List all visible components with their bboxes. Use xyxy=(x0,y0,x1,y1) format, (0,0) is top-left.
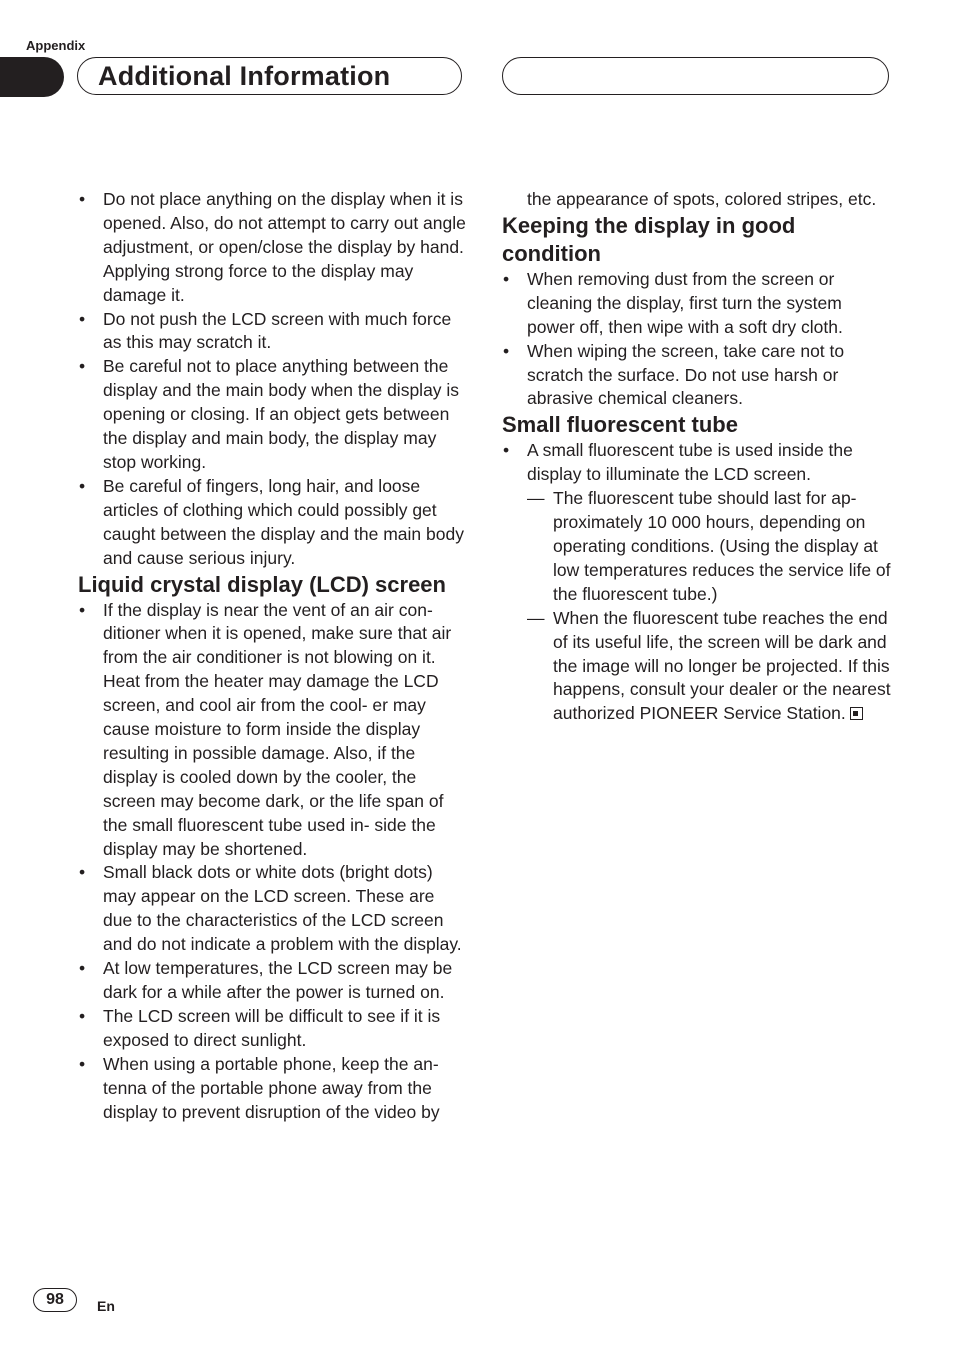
list-item: — The fluorescent tube should last for ap- proximately 10 000 hours, depending on operating conditions. (Using the display at low temperatures reduces the service life of the fluorescent tube.) xyxy=(527,487,892,607)
list-item: • Be careful of fingers, long hair, and loose articles of clothing which could possibly get caught between the display and the main body and cause serious injury. xyxy=(78,475,468,571)
page-number-badge xyxy=(33,1288,77,1312)
list-item xyxy=(502,439,892,726)
list-item: • If the display is near the vent of an air con- ditioner when it is opened, make sure that air from the air conditioner is not blowing on it. Heat from the heater may damage the LCD screen, and cool air from the cool- er may cause moisture to form inside the display resulting in possible damage. Also, if the display is cooled down by the cooler, the screen may become dark, or the life span of the small fluorescent tube used in- side the display may be shortened. xyxy=(78,599,468,862)
tube-bullet-text: A small fluorescent tube is used inside the display to illuminate the LCD screen. xyxy=(527,440,853,485)
list-item: • When using a portable phone, keep the an- tenna of the portable phone away from the display to prevent disruption of the video by xyxy=(78,1053,468,1125)
continued-text: the appearance of spots, colored stripes, etc. xyxy=(527,189,877,209)
list-item: • Do not place anything on the display when it is opened. Also, do not attempt to carry out angle adjustment, or open/close the display by hand. Applying strong force to the display may damage it. xyxy=(78,188,468,308)
left-column xyxy=(78,188,468,1124)
page-number: 98 xyxy=(46,1291,64,1308)
keeping-bullet-list xyxy=(502,268,892,411)
tube-dash-list xyxy=(527,487,892,726)
lcd-bullet-list xyxy=(78,599,468,1125)
list-item: • Do not push the LCD screen with much force as this may scratch it. xyxy=(78,308,468,356)
right-column xyxy=(502,188,892,726)
page-title: Additional Information xyxy=(98,60,391,91)
language-code: En xyxy=(97,1298,115,1314)
list-item: • At low temperatures, the LCD screen may be dark for a while after the power is turned on. xyxy=(78,957,468,1005)
appendix-label: Appendix xyxy=(26,38,86,53)
end-mark-icon xyxy=(850,707,863,720)
keeping-section-heading: Keeping the display in good condition xyxy=(502,212,796,266)
section-tab-marker xyxy=(0,57,64,97)
list-item: • When wiping the screen, take care not to scratch the surface. Do not use harsh or abrasive chemical cleaners. xyxy=(502,340,892,412)
dash-item-text: When the fluorescent tube reaches the end of its useful life, the screen will be dark and the image will no longer be projected. If this happens, consult your dealer or the nearest authorized PIONEER Service Station. xyxy=(553,607,891,724)
list-item: • Be careful not to place anything between the display and the main body when the display is opening or closing. If an object gets between the display and main body, the display may stop working. xyxy=(78,355,468,475)
list-item: • When removing dust from the screen or cleaning the display, first turn the system power off, then wipe with a soft dry cloth. xyxy=(502,268,892,340)
list-item: • The LCD screen will be difficult to see if it is exposed to direct sunlight. xyxy=(78,1005,468,1053)
intro-bullet-list xyxy=(78,188,468,571)
page-title-box xyxy=(77,57,462,95)
tube-bullet-list xyxy=(502,439,892,726)
list-item: • Small black dots or white dots (bright dots) may appear on the LCD screen. These are due to the characteristics of the LCD screen and do not indicate a problem with the display. xyxy=(78,861,468,957)
header-empty-box xyxy=(502,57,889,95)
lcd-section-heading: Liquid crystal display (LCD) screen xyxy=(78,571,446,597)
list-item xyxy=(527,607,892,727)
tube-section-heading: Small fluorescent tube xyxy=(502,412,738,438)
